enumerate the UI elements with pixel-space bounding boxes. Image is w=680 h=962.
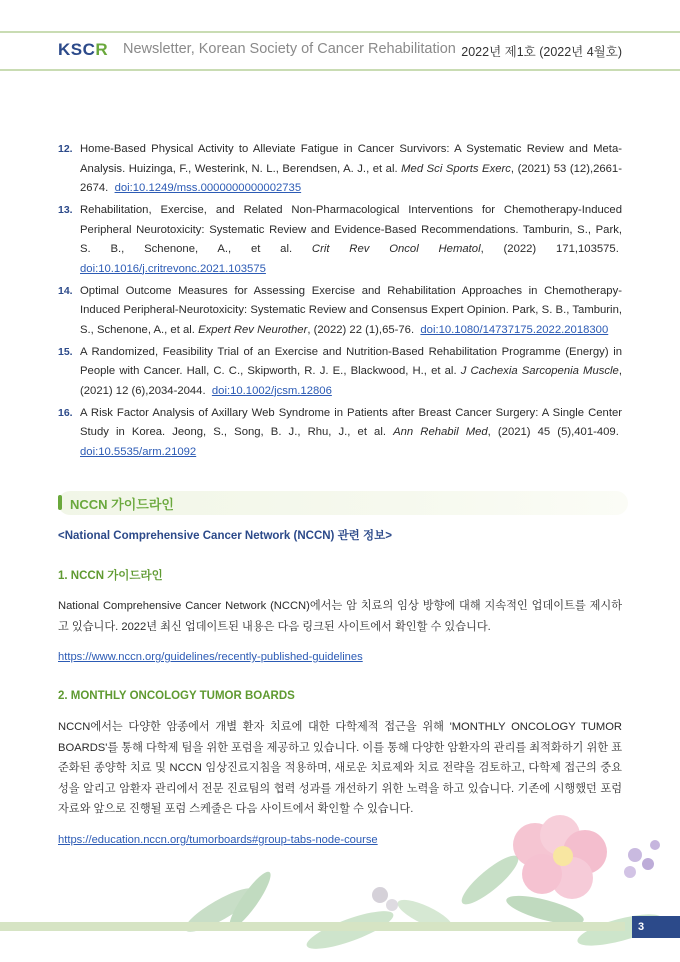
logo-main: KSC [58, 40, 96, 59]
tumor-boards-link[interactable]: https://education.nccn.org/tumorboards#group-tabs-node-course [58, 834, 378, 846]
nccn-subtitle: <National Comprehensive Cancer Network (NCCN) 관련 정보> [58, 530, 392, 542]
reference-item [58, 343, 622, 402]
item2-body: NCCN에서는 다양한 암종에서 개별 환자 치료에 대한 다학제적 접근을 위해 'MONTHLY ONCOLOGY TUMOR BOARDS'를 통해 다학제 팀을 위한 포럼을 제공하고 있습니다. 이를 통해 다양한 암환자의 관리를 최적화하기 위한 표준화된 종양학 치료 및 NCCN 임상진료지침을 적용하며, 새로운 치료제와 치료 전략을 검토하고, 다학제 접근의 중요성을 알리고 암환자 관리에서 전문 진료팀의 협력 성과를 개선하기 위한 노력을 하고 있습니다. 기존에 시행했던 포럼 자료와 앞으로 진행될 포럼 스케줄은 다음 사이트에서 확인할 수 있습니다. [58, 721, 622, 815]
reference-text: A Randomized, Feasibility Trial of an Exercise and Nutrition-Based Rehabilitation Programme (Energy) in People with Cancer. Hall, C. C., Skipworth, R. J. E., Blackwood, H., et al. [80, 345, 622, 377]
section-marker [58, 495, 62, 510]
item1-body: National Comprehensive Cancer Network (NCCN)에서는 암 치료의 임상 방향에 대해 지속적인 업데이트를 제시하고 있습니다. 2022년 최신 업데이트된 내용은 다음 링크된 사이트에서 확인할 수 있습니다. [58, 600, 622, 633]
page-number: 3 [632, 916, 680, 938]
reference-item [58, 282, 622, 341]
reference-list [58, 140, 622, 465]
issue-label: 2022년 제1호 (2022년 4월호) [461, 45, 622, 59]
reference-text: A Risk Factor Analysis of Axillary Web Syndrome in Patients after Breast Cancer Surgery: A Single Center Study in Korea. Jeong, S., Song, B. J., Rhu, J., et al. [80, 406, 622, 438]
newsletter-title: Newsletter, Korean Society of Cancer Rehabilitation [123, 41, 456, 57]
reference-item [58, 140, 622, 199]
reference-item [58, 201, 622, 279]
item2-heading: 2. MONTHLY ONCOLOGY TUMOR BOARDS [58, 690, 295, 702]
doi-link[interactable]: doi:10.1249/mss.0000000000002735 [114, 182, 302, 194]
reference-number: 16. [58, 406, 73, 419]
reference-journal: Med Sci Sports Exerc [401, 162, 511, 175]
nccn-guidelines-link[interactable]: https://www.nccn.org/guidelines/recently-published-guidelines [58, 651, 363, 663]
floral-decoration [180, 790, 680, 962]
reference-journal: J Cachexia Sarcopenia Muscle [460, 365, 619, 377]
reference-citation: , (2022) 22 (1),65-76. [307, 323, 415, 336]
reference-citation: , (2021) 53 (12),2661-2674. [80, 162, 622, 194]
reference-number: 14. [58, 284, 73, 297]
reference-journal: Ann Rehabil Med [393, 426, 488, 438]
reference-number: 12. [58, 143, 73, 155]
reference-number: 13. [58, 204, 73, 216]
logo-accent: R [95, 40, 109, 59]
doi-link[interactable]: doi:10.1002/jcsm.12806 [211, 384, 332, 397]
doi-link[interactable]: doi:10.1080/14737175.2022.2018300 [420, 323, 609, 336]
header-top-rule [0, 31, 680, 33]
reference-citation: , (2021) 12 (6),2034-2044. [80, 365, 622, 397]
reference-text: Optimal Outcome Measures for Assessing Exercise and Rehabilitation Approaches in Chemotherapy-Induced Peripheral-Neurotoxicity: Systematic Review and Consensus Expert Opinion. Park, S. B., Tamburin, S., Schenone, A., et al. [80, 284, 622, 336]
reference-item [58, 404, 622, 463]
doi-link[interactable]: doi:10.1016/j.critrevonc.2021.103575 [80, 262, 266, 275]
header-bottom-rule [0, 69, 680, 71]
reference-text: Home-Based Physical Activity to Alleviate Fatigue in Cancer Survivors: A Systematic Review and Meta-Analysis. Huizinga, F., Westerink, N. L., Berendsen, A. J., et al. [80, 143, 622, 175]
item1-heading: 1. NCCN 가이드라인 [58, 570, 163, 582]
reference-text: Rehabilitation, Exercise, and Related Non-Pharmacological Interventions for Chemotherapy-Induced Peripheral Neurotoxicity: Systematic Review and Evidence-Based Recommendations. Tamburin, S., Park, S. B., Schenone, A., et al. [80, 204, 622, 255]
footer-rule [0, 922, 625, 931]
nccn-section-header [58, 491, 628, 515]
reference-number: 15. [58, 345, 73, 358]
reference-journal: Crit Rev Oncol Hematol [311, 243, 481, 255]
doi-link[interactable]: doi:10.5535/arm.21092 [80, 445, 197, 458]
reference-citation: , (2022) 171,103575. [480, 243, 619, 255]
kscr-logo [58, 40, 108, 60]
section-title: NCCN 가이드라인 [70, 497, 174, 512]
reference-citation: , (2021) 45 (5),401-409. [487, 426, 619, 438]
reference-journal: Expert Rev Neurother [198, 323, 308, 336]
